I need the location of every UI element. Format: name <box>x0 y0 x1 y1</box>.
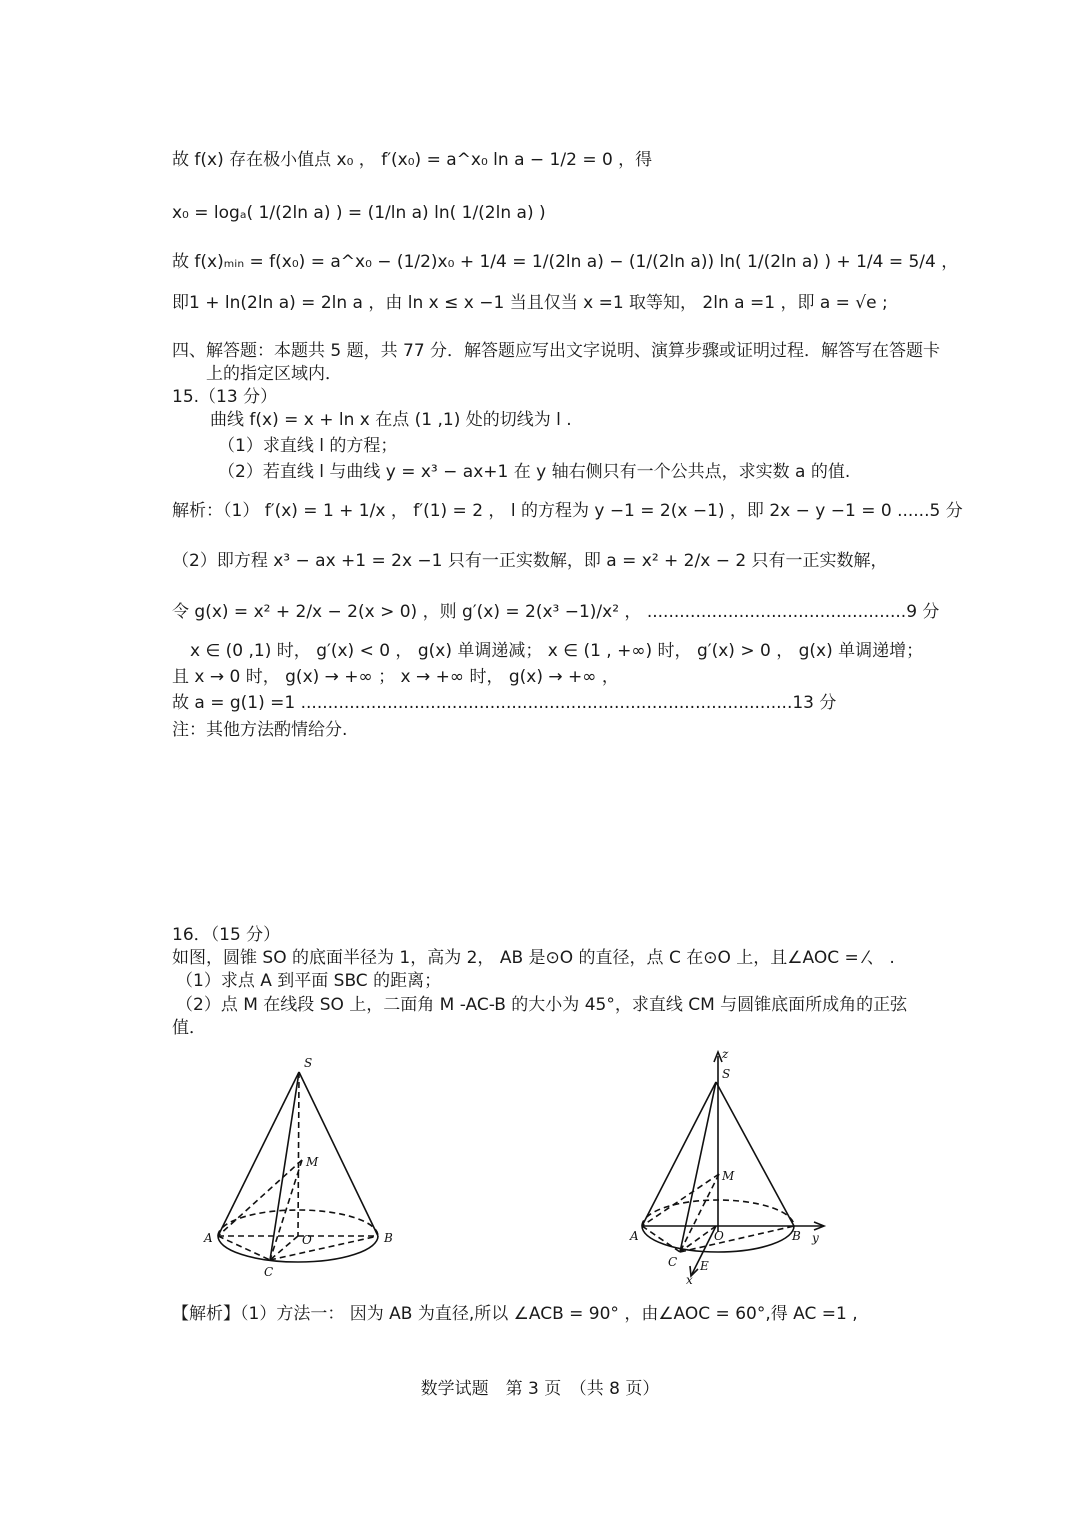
fig2-label-z: z <box>722 1047 729 1061</box>
cone-figure-2 <box>622 1046 852 1286</box>
fig2-label-x: x <box>686 1273 693 1286</box>
fig1-label-S: S <box>304 1056 313 1070</box>
fig2-label-M: M <box>722 1169 735 1183</box>
q15-solution-6: 故 a = g(1) =1 ...........................................................................................13 分 <box>172 693 837 713</box>
fig1-label-B: B <box>384 1231 393 1245</box>
fig2-label-C: C <box>668 1255 678 1269</box>
q15-solution-2: （2）即方程 x³ − ax +1 = 2x −1 只有一正实数解，即 a = x² + 2/x − 2 只有一正实数解， <box>172 551 888 571</box>
q16-solution-start: 【解析】（1）方法一： 因为 AB 为直径,所以 ∠ACB = 90° ，由∠AOC = 60°,得 AC =1 , <box>172 1304 858 1324</box>
solution-line-4: 即1 + ln(2ln a) = 2ln a ，由 ln x ≤ x −1 当且仅当 x =1 取等知， 2ln a =1 ，即 a = √e ; <box>172 293 888 313</box>
question-16-part-2: （2）点 M 在线段 SO 上，二面角 M -AC-B 的大小为 45°，求直线 CM 与圆锥底面所成角的正弦 <box>176 995 908 1015</box>
fig2-label-A: A <box>630 1229 639 1243</box>
question-16-stem: 如图，圆锥 SO 的底面半径为 1，高为 2， AB 是⊙O 的直径，点 C 在⊙O 上，且∠AOC = ⁄、 . <box>172 948 895 968</box>
question-15-part-2: （2）若直线 l 与曲线 y = x³ − ax+1 在 y 轴右侧只有一个公共点，求实数 a 的值. <box>218 462 851 482</box>
q15-note: 注：其他方法酌情给分. <box>172 720 348 740</box>
fig1-label-M: M <box>306 1155 319 1169</box>
fig1-label-A: A <box>204 1231 213 1245</box>
question-15-stem: 曲线 f(x) = x + ln x 在点 (1 ,1) 处的切线为 l . <box>210 410 572 430</box>
section-4-heading: 四、解答题：本题共 5 题，共 77 分．解答题应写出文字说明、演算步骤或证明过程．解答写在答题卡 <box>172 341 941 361</box>
solution-line-1: 故 f(x) 存在极小值点 x₀ ， f′(x₀) = a^x₀ ln a − 1/2 = 0 ，得 <box>172 150 653 170</box>
fig2-label-y: y <box>812 1231 819 1245</box>
solution-line-3: 故 f(x)ₘᵢₙ = f(x₀) = a^x₀ − (1/2)x₀ + 1/4 = 1/(2ln a) − (1/(2ln a)) ln( 1/(2ln a) ) + 1/4 = 5/4 ， <box>172 252 959 272</box>
fig2-label-O: O <box>714 1229 724 1243</box>
fig1-label-C: C <box>264 1265 274 1279</box>
fig2-label-S: S <box>722 1067 731 1081</box>
question-16-part-1: （1）求点 A 到平面 SBC 的距离； <box>176 971 442 991</box>
question-16-part-2-cont: 值． <box>172 1018 206 1038</box>
fig1-label-O: O <box>302 1233 312 1247</box>
q15-solution-3: 令 g(x) = x² + 2/x − 2(x > 0) ，则 g′(x) = 2(x³ −1)/x² ， ................................................9 分 <box>172 602 940 622</box>
cone-figure-1 <box>196 1050 436 1290</box>
page-footer: 数学试题 第 3 页 （共 8 页） <box>420 1379 660 1399</box>
q15-solution-5: 且 x → 0 时， g(x) → +∞ ； x → +∞ 时， g(x) → +∞ ， <box>172 667 619 687</box>
question-15-part-1: （1）求直线 l 的方程； <box>218 436 398 456</box>
section-4-heading-cont: 上的指定区域内． <box>206 364 342 384</box>
fig2-label-E: E <box>700 1259 709 1273</box>
question-15-title: 15.（13 分） <box>172 387 278 407</box>
solution-line-2: x₀ = logₐ( 1/(2ln a) ) = (1/ln a) ln( 1/(2ln a) ) <box>172 203 546 223</box>
question-16-title: 16．（15 分） <box>172 925 281 945</box>
fig2-label-B: B <box>792 1229 801 1243</box>
q15-solution-1: 解析：（1） f′(x) = 1 + 1/x ， f′(1) = 2 ， l 的方程为 y −1 = 2(x −1) ，即 2x − y −1 = 0 ......5 分 <box>172 501 963 521</box>
q15-solution-4: x ∈ (0 ,1) 时， g′(x) < 0 ， g(x) 单调递减； x ∈ (1 , +∞) 时， g′(x) > 0 ， g(x) 单调递增； <box>190 641 924 661</box>
